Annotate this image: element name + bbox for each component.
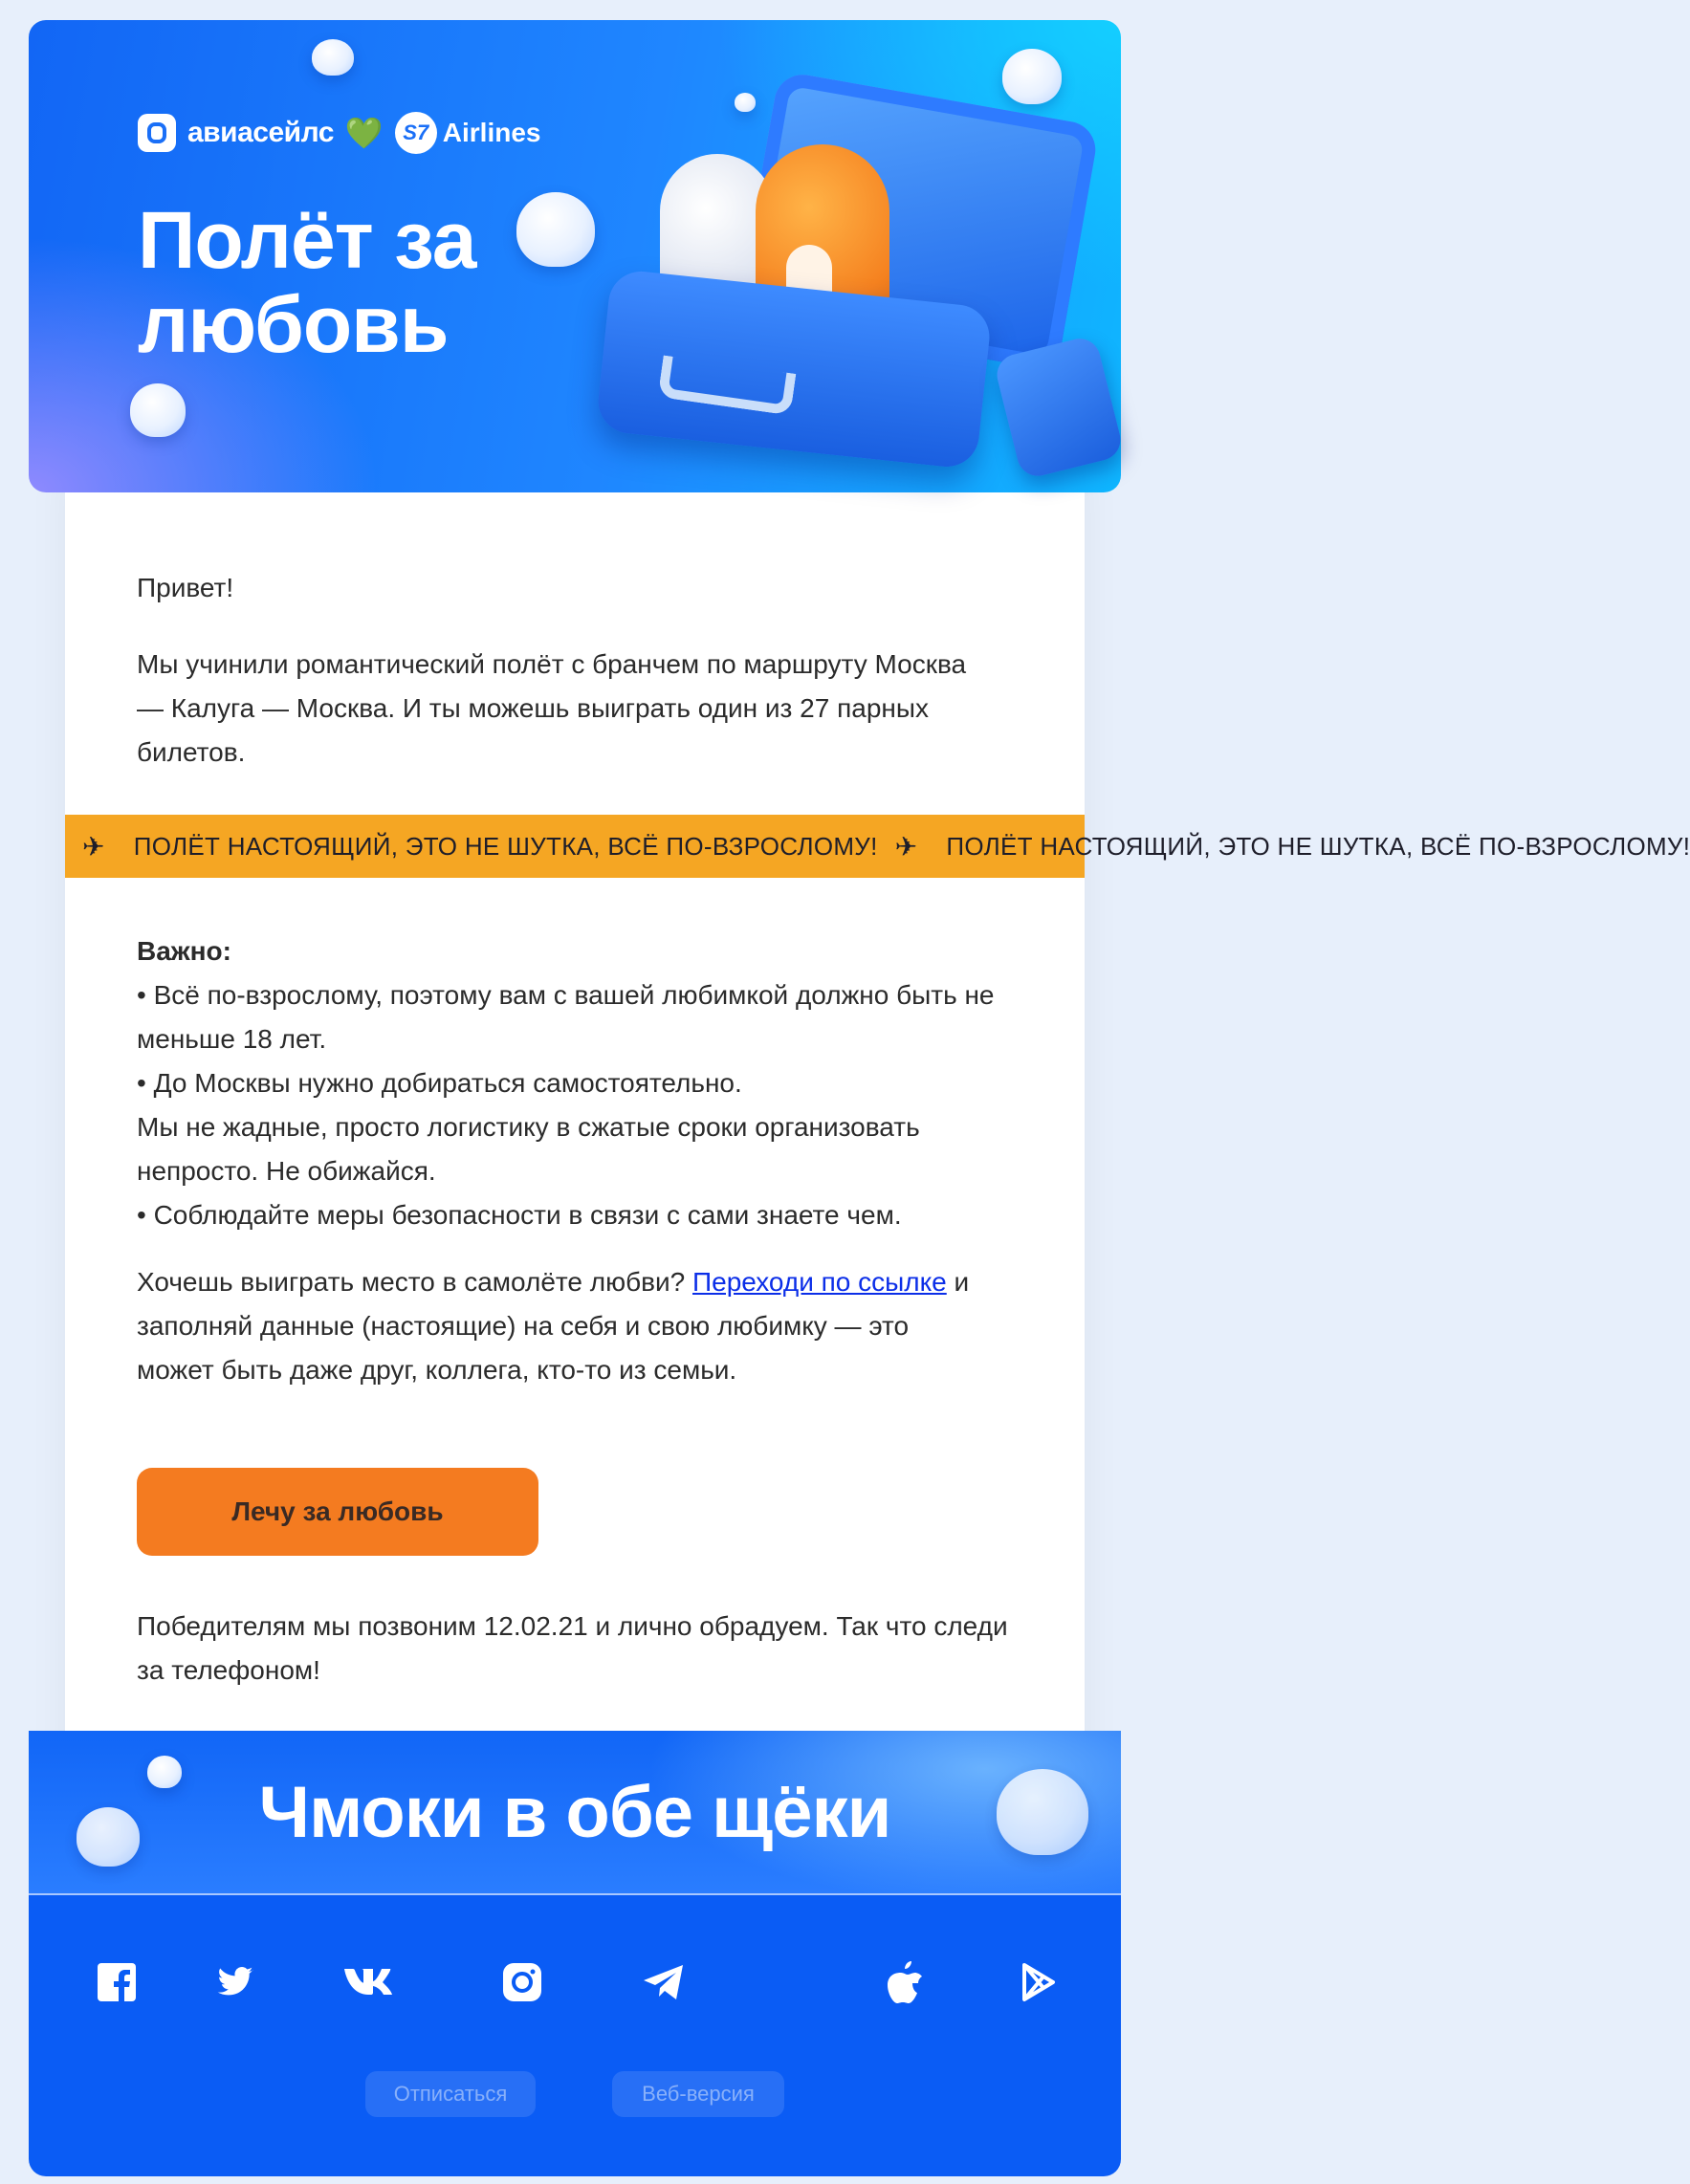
s7-airlines-brand: Airlines — [442, 118, 541, 147]
aviasales-logo-icon — [138, 114, 176, 152]
cta-suffix: и заполняй данные (настоящие) на себя и свою любимку — это может быть даже друг, коллега, кто-то из семьи. — [137, 1267, 970, 1385]
ticker-text: ПОЛЁТ НАСТОЯЩИЙ, ЭТО НЕ ШУТКА, ВСЁ ПО-ВЗРОСЛОМУ! — [133, 831, 878, 861]
vk-icon[interactable] — [342, 1955, 396, 2009]
twitter-icon[interactable] — [209, 1955, 262, 2009]
social-links — [29, 1955, 1121, 2013]
greeting: Привет! — [137, 573, 234, 602]
fly-for-love-button[interactable]: Лечу за любовь — [137, 1468, 538, 1556]
footer — [29, 1731, 1121, 2176]
facebook-icon[interactable] — [90, 1955, 143, 2009]
important-item: • Соблюдайте меры безопасности в связи с сами знаете чем. — [137, 1200, 902, 1230]
important-item: Мы не жадные, просто логистику в сжатые сроки организовать непросто. Не обижайся. — [137, 1112, 920, 1186]
airplane-icon: ✈ — [894, 831, 918, 862]
important-item: • Всё по-взрослому, поэтому вам с вашей любимкой должно быть не меньше 18 лет. — [137, 980, 995, 1054]
web-version-link[interactable]: Веб-версия — [612, 2071, 784, 2117]
important-section — [137, 929, 1045, 1237]
calendar-icon — [993, 335, 1125, 481]
instagram-icon[interactable] — [495, 1955, 549, 2009]
s7-logo-icon: S7 — [395, 112, 437, 154]
hero-banner — [29, 20, 1121, 492]
cats-in-suitcase-illustration — [564, 77, 1109, 489]
cta-prefix: Хочешь выиграть место в самолёте любви? — [137, 1267, 693, 1297]
intro-paragraph: Мы учинили романтический полёт с бранчем по маршруту Москва — Калуга — Москва. И ты можешь выиграть один из 27 парных билетов. — [137, 649, 967, 767]
apple-icon[interactable] — [878, 1955, 932, 2009]
airplane-icon: ✈ — [82, 831, 105, 862]
ticker-text: ПОЛЁТ НАСТОЯЩИЙ, ЭТО НЕ ШУТКА, ВСЁ ПО-ВЗРОСЛОМУ! — [946, 831, 1690, 861]
aviasales-brand: авиасейлс — [187, 117, 334, 148]
important-item: • До Москвы нужно добираться самостоятельно. — [137, 1068, 742, 1098]
footer-title: Чмоки в обе щёки — [258, 1772, 891, 1853]
unsubscribe-link[interactable]: Отписаться — [365, 2071, 536, 2117]
telegram-icon[interactable] — [637, 1955, 691, 2009]
heart-decoration — [130, 383, 186, 437]
winners-paragraph: Победителям мы позвоним 12.02.21 и лично обрадуем. Так что следи за телефоном! — [137, 1611, 1008, 1685]
green-heart-icon: 💚 — [344, 116, 384, 150]
important-heading: Важно: — [137, 936, 231, 966]
google-play-icon[interactable] — [1012, 1955, 1065, 2009]
heart-decoration — [312, 39, 354, 76]
footer-banner — [29, 1731, 1121, 1895]
cta-paragraph — [137, 1260, 978, 1392]
ticker-item — [65, 831, 878, 863]
marquee-ticker — [65, 815, 1690, 878]
hero-title: Полёт за любовь — [138, 195, 476, 369]
brand-logos — [138, 112, 540, 154]
ticker-item — [878, 831, 1690, 863]
participate-link[interactable]: Переходи по ссылке — [692, 1267, 947, 1297]
